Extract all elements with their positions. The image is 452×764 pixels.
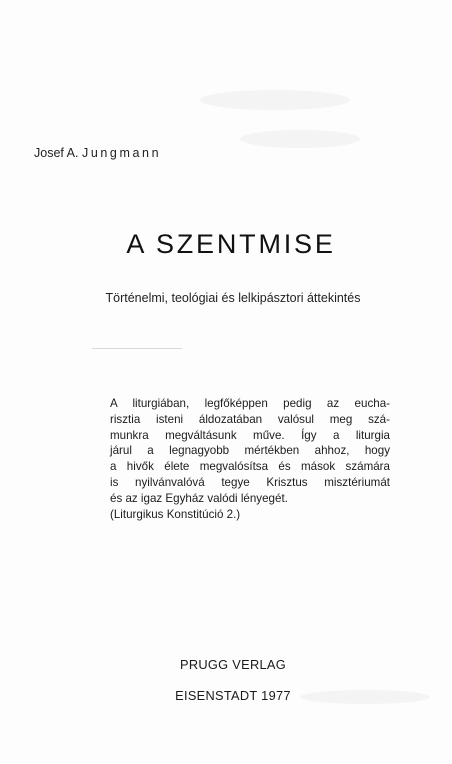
publisher-name: PRUGG VERLAG xyxy=(180,657,286,672)
bleed-through-line xyxy=(92,348,182,349)
quote-line: munkra megváltásunk műve. Így a liturgia xyxy=(110,428,390,442)
quote-line: és az igaz Egyház valódi lényegét. xyxy=(110,491,288,505)
epigraph-quote xyxy=(110,396,390,522)
author-last-name: Jungmann xyxy=(81,146,162,160)
bleed-through-mark xyxy=(240,130,360,148)
quote-source: (Liturgikus Konstitúció 2.) xyxy=(110,507,241,521)
publisher-place-year: EISENSTADT 1977 xyxy=(175,688,291,703)
book-subtitle: Történelmi, teológiai és lelkipásztori áttekintés xyxy=(105,291,361,305)
author-name xyxy=(34,146,161,160)
quote-line: járul a legnagyobb mértékben ahhoz, hogy xyxy=(110,444,390,458)
book-title: A SZENTMISE xyxy=(126,229,336,259)
quote-line: a hivők élete megvalósítsa és mások számára xyxy=(110,460,390,474)
bleed-through-mark xyxy=(200,90,350,110)
author-first-name: Josef A. xyxy=(34,146,79,160)
quote-line: A liturgiában, legfőképpen pedig az eucha- xyxy=(110,397,390,410)
quote-line: risztia isteni áldozatában valósul meg szá- xyxy=(110,412,390,426)
quote-line: is nyilvánvalóvá tegye Krisztus misztériumát xyxy=(110,475,390,489)
